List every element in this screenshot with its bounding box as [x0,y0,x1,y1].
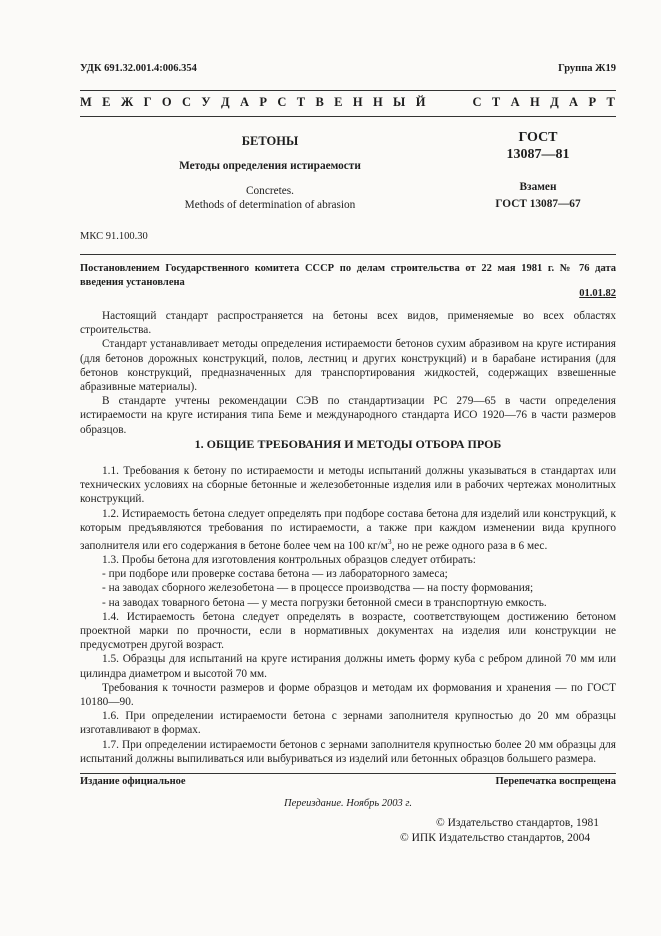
clause-1-2-tail: , но не реже одного раза в 6 мес. [391,539,548,552]
english-title: Concretes. [246,185,294,197]
intro-paragraph: В стандарте учтены рекомендации СЭВ по стандартизации РС 279—65 в части определения истираемости на круге истирания типа Беме и международного стандарта ИСО 1920—76 в части размеров образцов. [80,395,616,436]
clause-1-3: 1.3. Пробы бетона для изготовления контрольных образцов следует отбирать: [102,553,476,566]
copyright-2004: © ИПК Издательство стандартов, 2004 [400,832,591,844]
clause-1-5: 1.5. Образцы для испытаний на круге истирания должны иметь форму куба с ребром длиной 70 мм или цилиндра диаметром и высотой 70 мм. [80,653,616,680]
unit-superscript: 3 [387,537,392,547]
clause-1-2 [80,507,616,553]
doc-subtitle: Методы определения истираемости [179,160,361,172]
clause-1-5-extra: Требования к точности размеров и форме образцов и методам их формования и хранения — по ГОСТ 10180—90. [80,681,616,709]
intro-paragraph: Стандарт устанавливает методы определения истираемости бетонов сухим абразивом на круге истирания (для бетонов дорожных конструкций, полов, лестниц и других конструкций) и в барабане истирания (для бетонов конструкций, предназначенных для транспортирования жидкостей, содержащих взвешенные абразивные материалы). [80,338,616,394]
replaces-value: ГОСТ 13087—67 [495,198,581,210]
decree-text: Постановлением Государственного комитета СССР по делам строительства от 22 мая 1981 г. № 76 дата введения установлена [80,263,616,288]
clause-1-1: 1.1. Требования к бетону по истираемости и методы испытаний должны указываться в стандартах или технических условиях на сборные бетонные и железобетонные изделия или в рабочих чертежах монолитных конструкций. [80,465,616,506]
list-item: - на заводах сборного железобетона — в процессе производства — на посту формования; [102,582,534,595]
intro-date: 01.01.82 [579,288,616,299]
list-item: - при подборе или проверке состава бетона — из лабораторного замеса; [102,568,448,581]
intro-section [80,309,616,437]
official-edition: Издание официальное [80,776,186,787]
group-code: Группа Ж19 [558,63,616,74]
standard-banner: М Е Ж Г О С У Д А Р С Т В Е Н Н Ы Й С Т А Н Д А Р Т [80,95,616,109]
reissue-note: Переиздание. Ноябрь 2003 г. [283,798,412,809]
top-rule [80,90,616,91]
gost-label: ГОСТ [518,130,558,145]
doc-title: БЕТОНЫ [241,134,299,148]
footer-rule [80,773,616,774]
clause-1-2-text: 1.2. Истираемость бетона следует определять при подборе состава бетона для изделий или конструкций, к которым предъявляются требования по истираемости, а также при каждом изменении вида крупного заполнителя или его содержания в бетоне более чем на 100 кг/м [80,507,616,552]
replaces-label: Взамен [519,181,557,193]
list-item: - на заводах товарного бетона — у места погрузки бетонной смеси в транспортную емкость. [102,596,547,609]
gost-number: 13087—81 [506,147,570,162]
udk-code: УДК 691.32.001.4:006.354 [80,63,197,74]
english-subtitle: Methods of determination of abrasion [184,199,356,211]
section-heading: 1. ОБЩИЕ ТРЕБОВАНИЯ И МЕТОДЫ ОТБОРА ПРОБ [194,437,502,451]
reprint-notice: Перепечатка воспрещена [495,776,616,787]
clause-1-4: 1.4. Истираемость бетона следует определять в возрасте, соответствующем достижению бетоном проектной марки по прочности, если в нормативных документах на изделия или конструкции не предусмотрен другой возраст. [80,610,616,652]
banner-rule [80,116,616,117]
title-rule [80,254,616,255]
clause-1-7: 1.7. При определении истираемости бетонов с зернами заполнителя крупностью более 20 мм образцы для испытаний должны выпиливаться или выбуриваться из изделий или бетонных образцов большего размера. [80,738,616,765]
clause-1-6: 1.6. При определении истираемости бетона с зернами заполнителя крупностью до 20 мм образцы изготавливают в формах. [80,710,616,737]
section-body [80,464,616,766]
mks-code: МКС 91.100.30 [80,231,148,242]
copyright-1981: © Издательство стандартов, 1981 [436,817,600,829]
intro-paragraph: Настоящий стандарт распространяется на бетоны всех видов, применяемые во всех областях строительства. [80,310,616,337]
